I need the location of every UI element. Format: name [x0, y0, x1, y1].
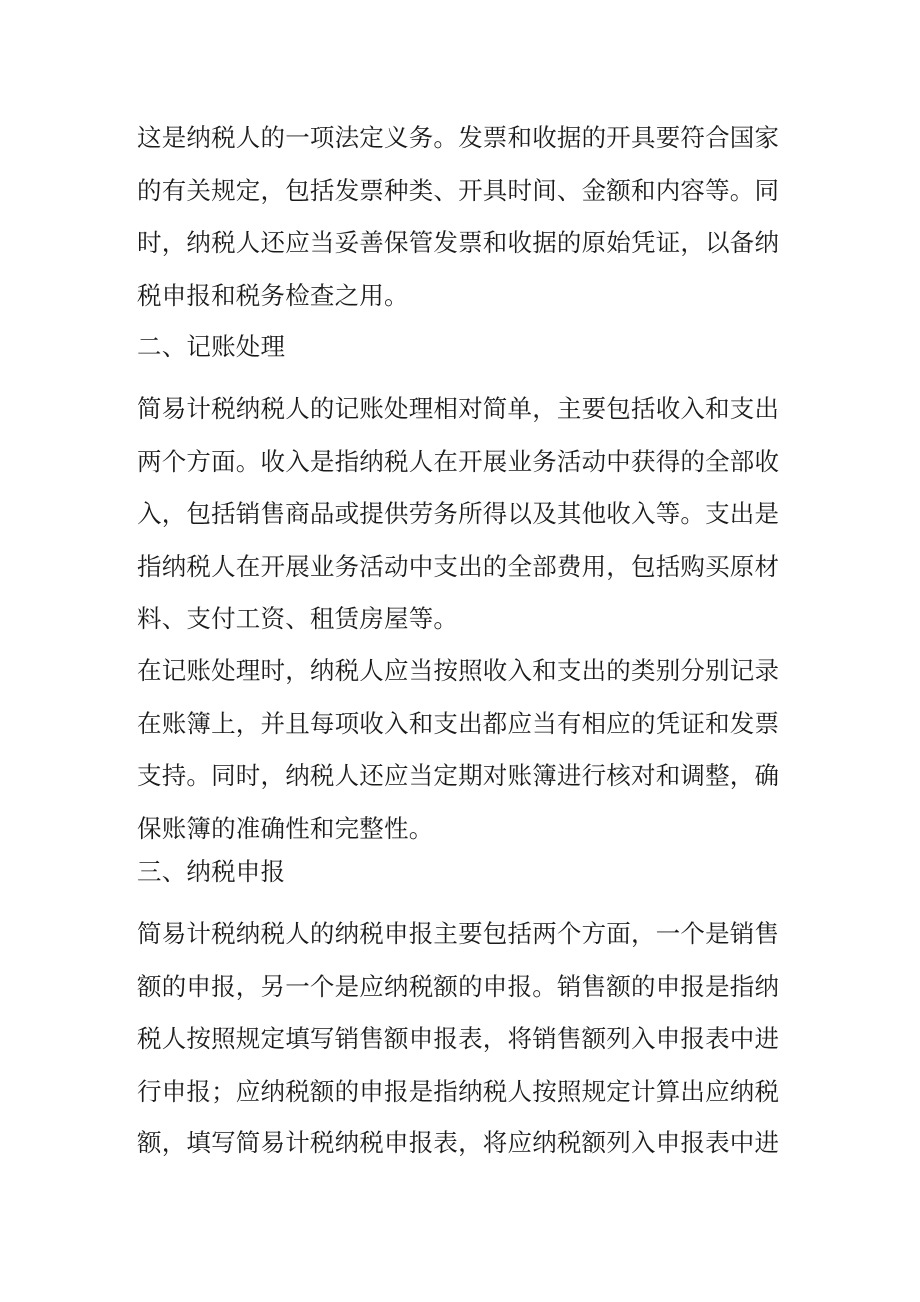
heading-tax-filing: 三、纳税申报	[137, 857, 286, 886]
paragraph-bookkeeping-rules: 在记账处理时，纳税人应当按照收入和支出的类别分别记录 在账簿上，并且每项收入和支出都应当有相应的凭证和发票 支持。同时，纳税人还应当定期对账簿进行核对和调整，确 保账簿的准确性和完整性。	[137, 656, 780, 843]
paragraph-bookkeeping-scope: 简易计税纳税人的记账处理相对简单，主要包括收入和支出 两个方面。收入是指纳税人在开展业务活动中获得的全部收 入，包括销售商品或提供劳务所得以及其他收入等。支出是 指纳税人在开展业务活动中支出的全部费用，包括购买原材 料、支付工资、租赁房屋等。	[137, 394, 780, 633]
paragraph-tax-filing: 简易计税纳税人的纳税申报主要包括两个方面，一个是销售 额的申报，另一个是应纳税额的申报。销售额的申报是指纳 税人按照规定填写销售额申报表，将销售额列入申报表中进 行申报；应纳税额的申报是指纳税人按照规定计算出应纳税	[137, 919, 780, 1106]
heading-bookkeeping: 二、记账处理	[137, 332, 286, 361]
paragraph-tax-filing-continued: 额，填写简易计税纳税申报表，将应纳税额列入申报表中进	[137, 1128, 780, 1157]
paragraph-invoice-duty: 这是纳税人的一项法定义务。发票和收据的开具要符合国家 的有关规定，包括发票种类、开具时间、金额和内容等。同 时，纳税人还应当妥善保管发票和收据的原始凭证，以备纳 税申报和税务检查之用。	[137, 123, 780, 310]
